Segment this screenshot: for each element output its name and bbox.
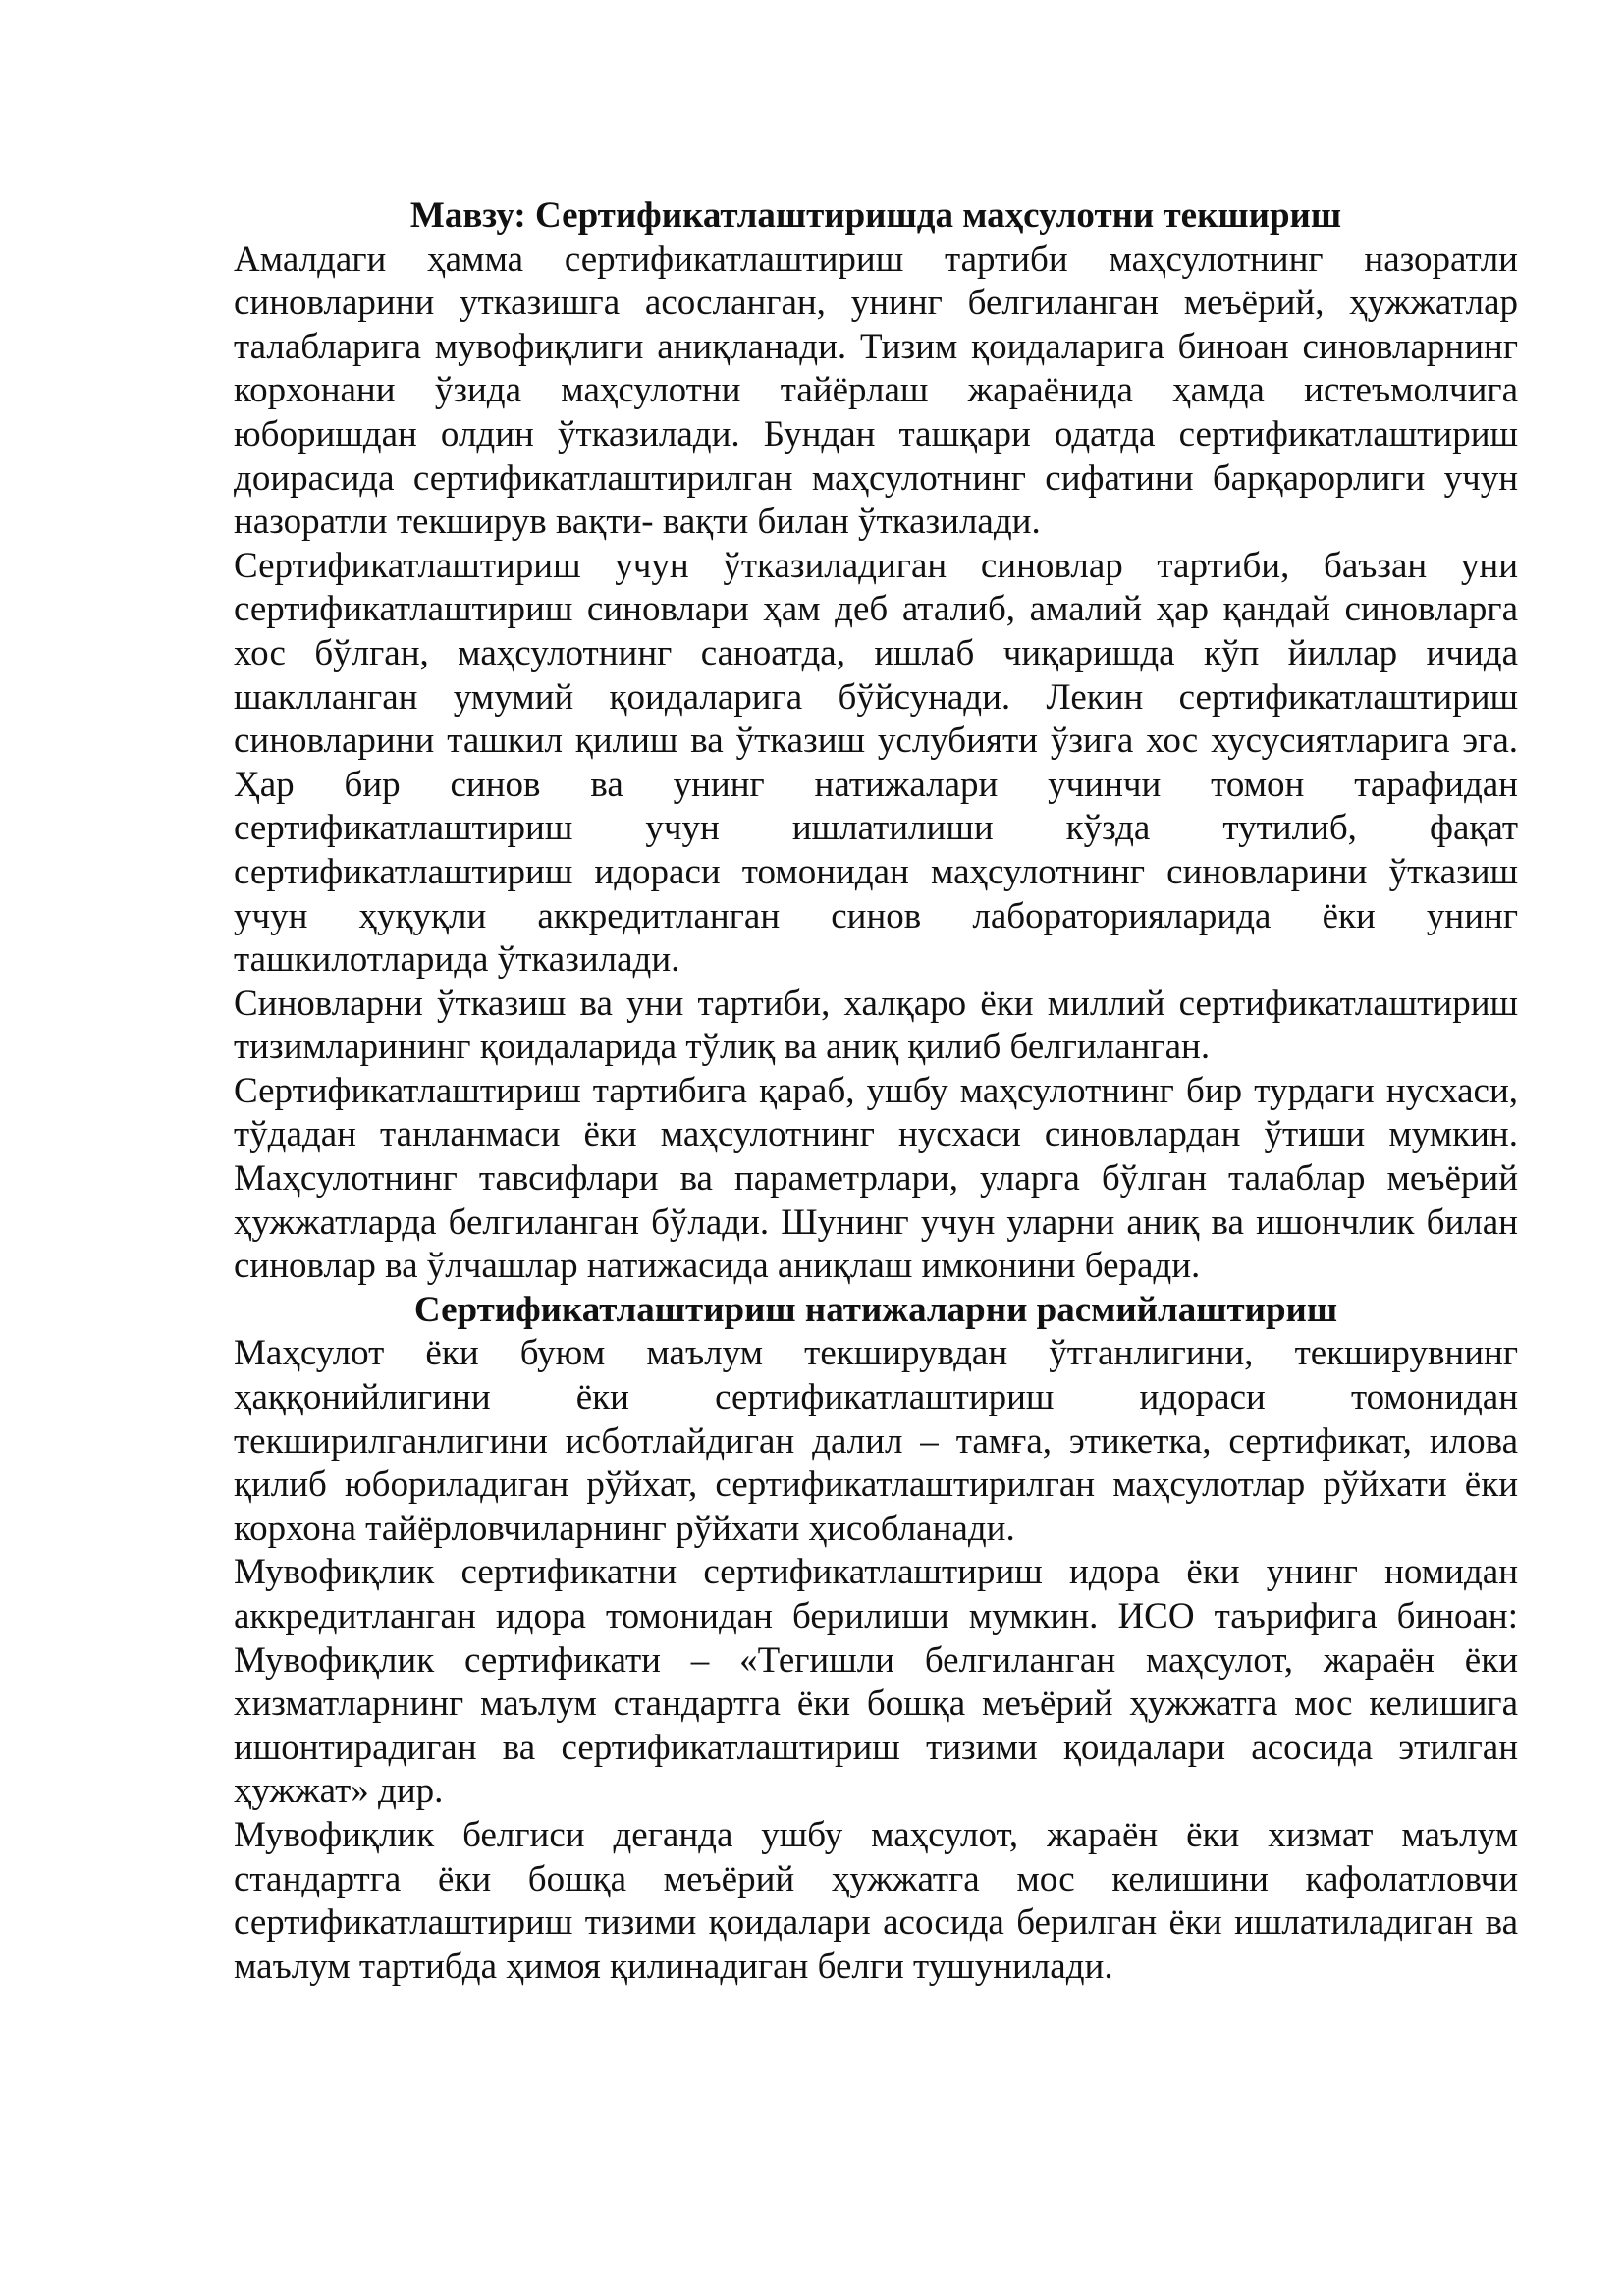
paragraph: Маҳсулот ёки буюм маълум текширувдан ўтганлигини, текширувнинг ҳаққонийлигини ёки сертификатлаштириш идораси томонидан текширилганлигини исботлайдиган далил – тамға, этикетка, сертификат, илова қилиб юбориладиган рўйхат, сертификатлаштирилган маҳсулотлар рўйхати ёки корхона тайёрловчиларнинг рўйхати ҳисобланади.: [234, 1333, 1518, 1549]
paragraph: Амалдаги ҳамма сертификатлаштириш тартиби маҳсулотнинг назоратли синовларини утказишга асосланган, унинг белгиланган меъёрий, ҳужжатлар талабларига мувофиқлиги аниқланади. Тизим қоидаларига биноан синовларнинг корхонани ўзида маҳсулотни тайёрлаш жараёнида ҳамда истеъмолчига юборишдан олдин ўтказилади. Бундан ташқари одатда сертификатлаштириш доирасида сертификатлаштирилган маҳсулотнинг сифатини барқарорлиги учун назоратли текширув вақти- вақти билан ўтказилади.: [234, 239, 1518, 543]
paragraph: Синовларни ўтказиш ва уни тартиби, халқаро ёки миллий сертификатлаштириш тизимларининг қоидаларида тўлиқ ва аниқ қилиб белгиланган.: [234, 983, 1518, 1068]
document-title: Мавзу: Сертификатлаштиришда маҳсулотни текшириш: [409, 195, 1342, 236]
paragraph: Сертификатлаштириш тартибига қараб, ушбу маҳсулотнинг бир турдаги нусхаси, тўдадан танланмаси ёки маҳсулотнинг нусхаси синовлардан ўтиши мумкин. Маҳсулотнинг тавсифлари ва параметрлари, уларга бўлган талаблар меъёрий ҳужжатларда белгиланган бўлади. Шунинг учун уларни аниқ ва ишончлик билан синовлар ва ўлчашлар натижасида аниқлаш имконини беради.: [234, 1070, 1518, 1287]
paragraph: Мувофиқлик белгиси деганда ушбу маҳсулот, жараён ёки хизмат маълум стандартга ёки бошқа меъёрий ҳужжатга мос келишини кафолатловчи сертификатлаштириш тизими қоидалари асосида берилган ёки ишлатиладиган ва маълум тартибда ҳимоя қилинадиган белги тушунилади.: [234, 1814, 1518, 1987]
document-page: [234, 194, 1518, 1989]
paragraph: Мувофиқлик сертификатни сертификатлаштириш идора ёки унинг номидан аккредитланган идора томонидан берилиши мумкин. ИСО таърифига биноан: Мувофиқлик сертификати – «Тегишли белгиланган маҳсулот, жараён ёки хизматларнинг маълум стандартга ёки бошқа меъёрий ҳужжатга мос келишига ишонтирадиган ва сертификатлаштириш тизими қоидалари асосида этилган ҳужжат» дир.: [234, 1552, 1518, 1812]
section-heading: Сертификатлаштириш натижаларни расмийлаштириш: [413, 1289, 1338, 1330]
paragraph: Сертификатлаштириш учун ўтказиладиган синовлар тартиби, баъзан уни сертификатлаштириш синовлари ҳам деб аталиб, амалий ҳар қандай синовларга хос бўлган, маҳсулотнинг саноатда, ишлаб чиқаришда кўп йиллар ичида шаклланган умумий қоидаларига бўйсунади. Лекин сертификатлаштириш синовларини ташкил қилиш ва ўтказиш услубияти ўзига хос хусусиятларига эга. Ҳар бир синов ва унинг натижалари учинчи томон тарафидан сертификатлаштириш учун ишлатилиши кўзда тутилиб, фақат сертификатлаштириш идораси томонидан маҳсулотнинг синовларини ўтказиш учун ҳуқуқли аккредитланган синов лабораторияларида ёки унинг ташкилотларида ўтказилади.: [234, 545, 1518, 981]
